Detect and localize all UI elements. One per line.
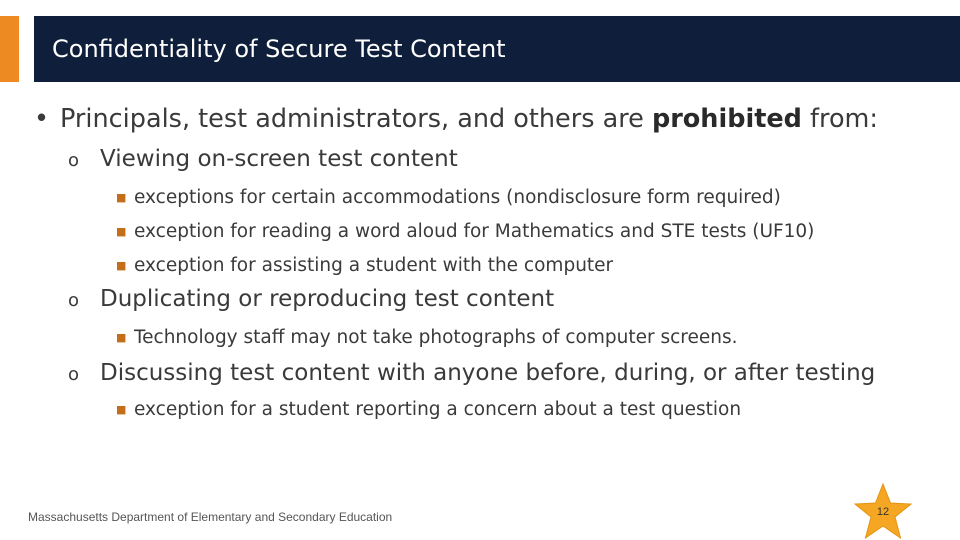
intro-prefix: Principals, test administrators, and others are xyxy=(60,104,652,134)
list-item-label: Discussing test content with anyone before, during, or after testing xyxy=(100,360,876,386)
circle-bullet-icon: o xyxy=(68,364,80,385)
sub-list-item xyxy=(116,327,738,348)
list-item-label: Viewing on-screen test content xyxy=(100,146,458,172)
sub-list-item xyxy=(116,187,781,208)
sub-list-item-label: exception for reading a word aloud for Mathematics and STE tests (UF10) xyxy=(134,221,815,242)
sub-list-item xyxy=(116,221,814,242)
page-title: Confidentiality of Secure Test Content xyxy=(52,35,506,63)
sub-list-item xyxy=(116,255,613,276)
sub-list-item-label: Technology staff may not take photographs of computer screens. xyxy=(134,327,738,348)
list-item xyxy=(68,286,554,312)
circle-bullet-icon: o xyxy=(68,150,80,171)
square-bullet-icon: ■ xyxy=(116,403,127,416)
sub-list-item xyxy=(116,399,741,420)
sub-list-item-label: exception for assisting a student with the computer xyxy=(134,255,614,276)
square-bullet-icon: ■ xyxy=(116,191,127,204)
page-number: 12 xyxy=(876,506,890,518)
intro-bullet xyxy=(34,104,878,134)
circle-bullet-icon: o xyxy=(68,290,80,311)
bullet-dot-icon: • xyxy=(34,104,50,134)
intro-suffix: from: xyxy=(801,104,878,134)
footer-org: Massachusetts Department of Elementary and Secondary Education xyxy=(28,510,393,524)
square-bullet-icon: ■ xyxy=(116,259,127,272)
accent-bar xyxy=(0,16,19,82)
sub-list-item-label: exceptions for certain accommodations (nondisclosure form required) xyxy=(134,187,781,208)
list-item-label: Duplicating or reproducing test content xyxy=(100,286,555,312)
list-item xyxy=(68,146,458,172)
list-item xyxy=(68,360,875,386)
sub-list-item-label: exception for a student reporting a concern about a test question xyxy=(134,399,742,420)
intro-bold: prohibited xyxy=(651,104,802,134)
square-bullet-icon: ■ xyxy=(116,331,127,344)
title-bar xyxy=(34,16,960,82)
square-bullet-icon: ■ xyxy=(116,225,127,238)
